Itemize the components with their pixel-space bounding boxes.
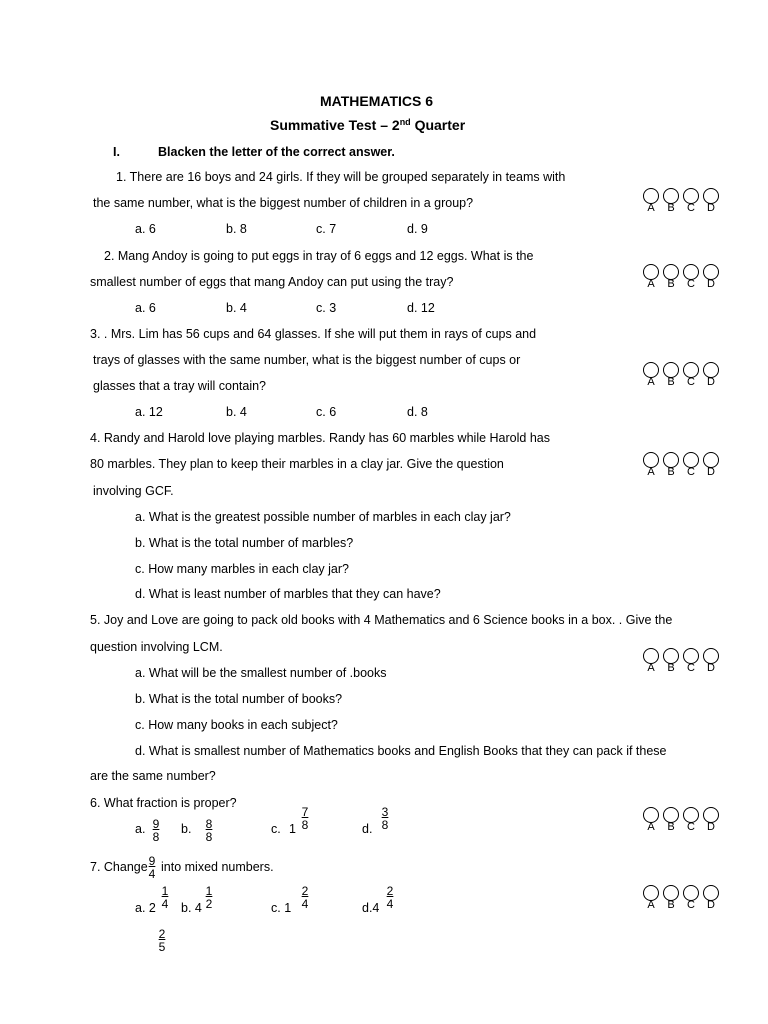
section-instruction: Blacken the letter of the correct answer. — [158, 145, 395, 159]
q2-bubble-label-b: B — [667, 278, 675, 290]
q3-choice-a: a. 12 — [135, 405, 163, 419]
q5-bubble-label-d: D — [707, 662, 715, 674]
q3-line1: 3. . Mrs. Lim has 56 cups and 64 glasses. If she will put them in rays of cups and — [90, 327, 537, 341]
test-title-quarter: Quarter — [410, 117, 466, 133]
q6-b-denominator: 8 — [205, 830, 213, 844]
q6-choice-c-fraction — [298, 806, 312, 831]
q3-choice-b: b. 4 — [226, 405, 247, 419]
q5-line2: question involving LCM. — [90, 640, 223, 654]
q6-bubble-label-b: B — [667, 821, 675, 833]
q7-given-denominator: 4 — [148, 867, 156, 881]
q5-bubble-label-c: C — [687, 662, 695, 674]
q6-choice-d-label: d. — [362, 822, 373, 836]
q6-a-numerator: 9 — [152, 817, 160, 831]
q6-d-denominator: 8 — [381, 818, 389, 832]
q1-answer-bubbles[interactable] — [643, 188, 723, 212]
q4-bubble-label-b: B — [667, 466, 675, 478]
q5-answer-bubbles[interactable] — [643, 648, 723, 672]
q3-bubble-label-b: B — [667, 376, 675, 388]
section-number: I. — [113, 145, 120, 159]
q3-line3: glasses that a tray will contain? — [93, 379, 267, 393]
q1-bubble-label-a: A — [647, 202, 655, 214]
q5-line-end: are the same number? — [90, 769, 216, 783]
q4-choice-d: d. What is least number of marbles that they can have? — [135, 587, 441, 601]
q7-choice-a-label: a. 2 — [135, 901, 156, 915]
q7-answer-bubbles[interactable] — [643, 885, 723, 909]
q3-choice-c: c. 6 — [316, 405, 337, 419]
q7-choice-b-fraction — [202, 885, 216, 910]
q3-bubble-label-d: D — [707, 376, 715, 388]
q7-bubble-label-c: C — [687, 899, 695, 911]
q1-line1: 1. There are 16 boys and 24 girls. If they will be grouped separately in teams with — [116, 170, 566, 184]
q6-bubble-label-d: D — [707, 821, 715, 833]
q3-bubble-label-c: C — [687, 376, 695, 388]
q6-c-denominator: 8 — [301, 818, 309, 832]
q6-choice-b-label: b. — [181, 822, 192, 836]
q2-answer-bubbles[interactable] — [643, 264, 723, 288]
q6-choice-c-whole: 1 — [289, 822, 296, 836]
q6-bubble-label-c: C — [687, 821, 695, 833]
q4-choice-b: b. What is the total number of marbles? — [135, 536, 354, 550]
q7-extra-numerator: 2 — [158, 927, 166, 941]
q3-line2: trays of glasses with the same number, what is the biggest number of cups or — [93, 353, 521, 367]
q6-choice-a-fraction — [149, 818, 163, 843]
q4-bubble-label-c: C — [687, 466, 695, 478]
q2-choice-c: c. 3 — [316, 301, 337, 315]
q1-bubble-label-b: B — [667, 202, 675, 214]
q7-d-numerator: 2 — [386, 884, 394, 898]
q6-answer-bubbles[interactable] — [643, 807, 723, 831]
q4-bubble-label-d: D — [707, 466, 715, 478]
q7-c-denominator: 4 — [301, 897, 309, 911]
q6-choice-a-label: a. — [135, 822, 146, 836]
q2-bubble-label-d: D — [707, 278, 715, 290]
q5-choice-b: b. What is the total number of books? — [135, 692, 343, 706]
q4-line3: involving GCF. — [93, 484, 174, 498]
q7-choice-c-label: c. 1 — [271, 901, 292, 915]
q7-choice-a-fraction — [158, 885, 172, 910]
q2-line1: 2. Mang Andoy is going to put eggs in tray of 6 eggs and 12 eggs. What is the — [104, 249, 534, 263]
q2-choice-a: a. 6 — [135, 301, 156, 315]
test-title — [270, 118, 465, 132]
q5-line1: 5. Joy and Love are going to pack old books with 4 Mathematics and 6 Science books in a box. . Give the — [90, 613, 673, 627]
q1-bubble-label-c: C — [687, 202, 695, 214]
q7-choice-d-label: d.4 — [362, 901, 380, 915]
q7-b-numerator: 1 — [205, 884, 213, 898]
q6-choice-b-fraction — [202, 818, 216, 843]
q7-bubble-label-b: B — [667, 899, 675, 911]
q7-bubble-label-d: D — [707, 899, 715, 911]
q6-bubble-label-a: A — [647, 821, 655, 833]
q1-line2: the same number, what is the biggest number of children in a group? — [93, 196, 474, 210]
q5-bubble-label-b: B — [667, 662, 675, 674]
q1-choice-a: a. 6 — [135, 222, 156, 236]
q7-choice-b-label: b. 4 — [181, 901, 202, 915]
q6-choice-c-label: c. — [271, 822, 281, 836]
q6-choice-d-fraction — [378, 806, 392, 831]
q3-choice-d: d. 8 — [407, 405, 428, 419]
subject-title: MATHEMATICS 6 — [320, 93, 434, 109]
q5-bubble-label-a: A — [647, 662, 655, 674]
q6-a-denominator: 8 — [152, 830, 160, 844]
test-title-ordinal: nd — [399, 117, 411, 127]
q4-line2: 80 marbles. They plan to keep their marbles in a clay jar. Give the question — [90, 457, 504, 471]
q6-text: 6. What fraction is proper? — [90, 796, 237, 810]
q1-choice-c: c. 7 — [316, 222, 337, 236]
q7-choice-d-fraction — [383, 885, 397, 910]
q5-choice-a: a. What will be the smallest number of .books — [135, 666, 387, 680]
q1-bubble-label-d: D — [707, 202, 715, 214]
q5-choice-d: d. What is smallest number of Mathematics books and English Books that they can pack if these — [135, 744, 667, 758]
q7-text-pre: 7. Change — [90, 860, 148, 874]
q7-bubble-label-a: A — [647, 899, 655, 911]
q7-a-numerator: 1 — [161, 884, 169, 898]
q3-answer-bubbles[interactable] — [643, 362, 723, 386]
q1-choice-b: b. 8 — [226, 222, 247, 236]
q2-line2: smallest number of eggs that mang Andoy can put using the tray? — [90, 275, 454, 289]
test-title-main: Summative Test – 2 — [270, 117, 400, 133]
q7-extra-denominator: 5 — [158, 940, 166, 954]
q7-c-numerator: 2 — [301, 884, 309, 898]
q1-choice-d: d. 9 — [407, 222, 428, 236]
q7-choice-c-fraction — [298, 885, 312, 910]
q7-a-denominator: 4 — [161, 897, 169, 911]
q7-given-fraction — [145, 855, 159, 880]
q2-bubble-label-c: C — [687, 278, 695, 290]
q2-choice-b: b. 4 — [226, 301, 247, 315]
q4-line1: 4. Randy and Harold love playing marbles. Randy has 60 marbles while Harold has — [90, 431, 550, 445]
q4-choice-c: c. How many marbles in each clay jar? — [135, 562, 349, 576]
q4-choice-a: a. What is the greatest possible number of marbles in each clay jar? — [135, 510, 511, 524]
q7-extra-fraction — [155, 928, 169, 953]
q7-given-numerator: 9 — [148, 854, 156, 868]
q7-text-post: into mixed numbers. — [161, 860, 274, 874]
q2-choice-d: d. 12 — [407, 301, 435, 315]
q5-choice-c: c. How many books in each subject? — [135, 718, 338, 732]
q2-bubble-label-a: A — [647, 278, 655, 290]
q7-b-denominator: 2 — [205, 897, 213, 911]
q4-answer-bubbles[interactable] — [643, 452, 723, 476]
q3-bubble-label-a: A — [647, 376, 655, 388]
q6-b-numerator: 8 — [205, 817, 213, 831]
q4-bubble-label-a: A — [647, 466, 655, 478]
q6-d-numerator: 3 — [381, 805, 389, 819]
q7-d-denominator: 4 — [386, 897, 394, 911]
q6-c-numerator: 7 — [301, 805, 309, 819]
